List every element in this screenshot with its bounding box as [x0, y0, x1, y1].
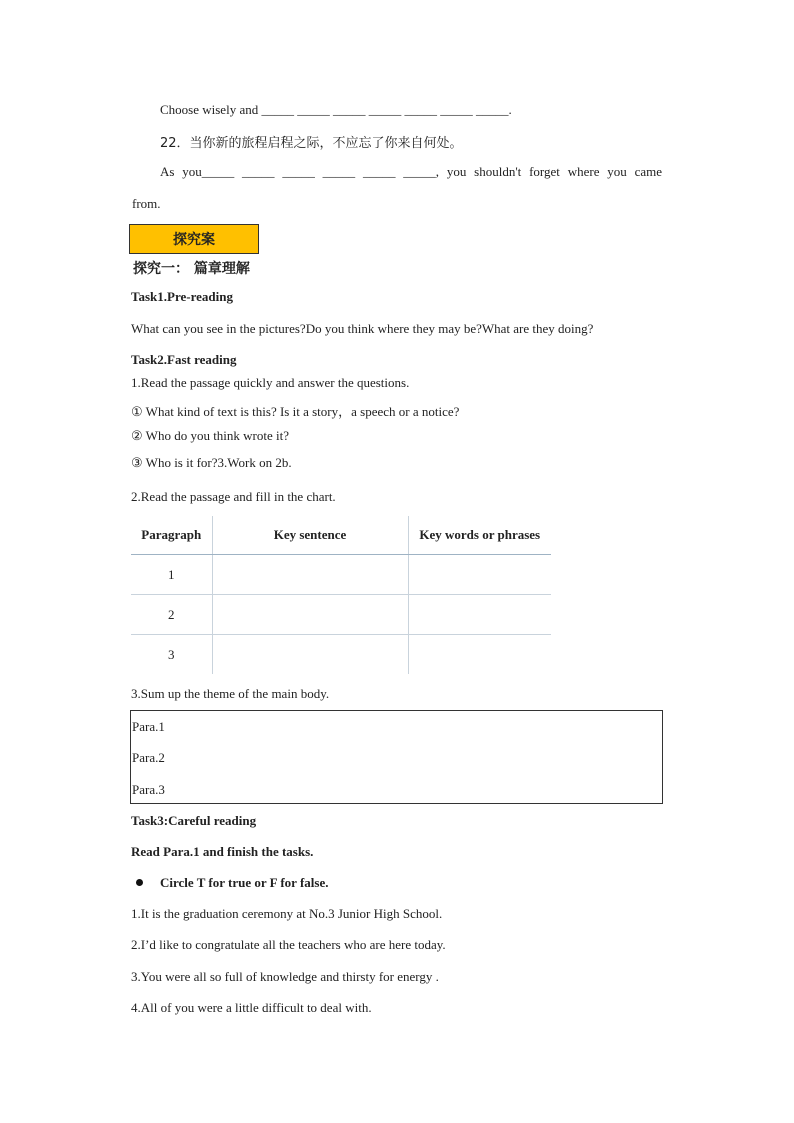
chart-cell-sentence[interactable] — [212, 595, 408, 635]
task3-bullet-text: Circle T for true or F for false. — [160, 875, 329, 890]
section-badge — [129, 224, 259, 254]
para-label-1: Para.1 — [132, 719, 165, 734]
exercise-line-21: Choose wisely and _____ _____ _____ _____ _____ _____ _____. — [160, 102, 512, 117]
chart-cell-paragraph: 1 — [131, 555, 212, 595]
task1-title: Task1.Pre-reading — [131, 289, 233, 304]
statement-3: 3.You were all so full of knowledge and thirsty for energy . — [131, 969, 439, 984]
chart-cell-sentence[interactable] — [212, 635, 408, 675]
chart-cell-phrases[interactable] — [408, 595, 551, 635]
chart-cell-sentence[interactable] — [212, 555, 408, 595]
fill-in-chart — [131, 516, 551, 674]
chart-cell-phrases[interactable] — [408, 555, 551, 595]
task2-question-3: ③ Who is it for?3.Work on 2b. — [131, 455, 292, 470]
chart-row — [131, 635, 551, 675]
bullet-icon — [136, 879, 143, 886]
statement-4: 4.All of you were a little difficult to deal with. — [131, 1000, 372, 1015]
question-22-prompt: 22．当你新的旅程启程之际，不应忘了你来自何处。 — [160, 136, 463, 151]
task2-title: Task2.Fast reading — [131, 352, 237, 367]
question-22-line-1: As you_____ _____ _____ _____ _____ _____, you shouldn't forget where you came — [160, 164, 662, 179]
para-label-2: Para.2 — [132, 750, 165, 765]
task2-instruction-1: 1.Read the passage quickly and answer the questions. — [131, 375, 410, 390]
task2-question-2: ② Who do you think wrote it? — [131, 428, 290, 443]
statement-2: 2.I’d like to congratulate all the teachers who are here today. — [131, 937, 446, 952]
chart-header-key-sentence: Key sentence — [212, 516, 408, 555]
task1-question: What can you see in the pictures?Do you think where they may be?What are they doing? — [131, 321, 594, 336]
chart-cell-phrases[interactable] — [408, 635, 551, 675]
task3-subtitle: Read Para.1 and finish the tasks. — [131, 844, 314, 859]
question-22-line-2: from. — [132, 196, 161, 211]
task2-question-1: ① What kind of text is this? Is it a story，a speech or a notice? — [131, 404, 460, 419]
chart-row — [131, 595, 551, 635]
section-badge-label: 探究案 — [173, 232, 215, 248]
task2-instruction-2: 2.Read the passage and fill in the chart. — [131, 489, 336, 504]
task2-instruction-3: 3.Sum up the theme of the main body. — [131, 686, 330, 701]
statement-1: 1.It is the graduation ceremony at No.3 Junior High School. — [131, 906, 443, 921]
theme-summary-box — [130, 710, 663, 804]
section-heading: 探究一： 篇章理解 — [133, 261, 250, 277]
chart-header-paragraph: Paragraph — [131, 516, 212, 555]
task3-title: Task3:Careful reading — [131, 813, 257, 828]
chart-header-row — [131, 516, 551, 555]
chart-row — [131, 555, 551, 595]
chart-header-key-words: Key words or phrases — [408, 516, 551, 555]
para-label-3: Para.3 — [132, 782, 165, 797]
chart-cell-paragraph: 3 — [131, 635, 212, 675]
chart-cell-paragraph: 2 — [131, 595, 212, 635]
